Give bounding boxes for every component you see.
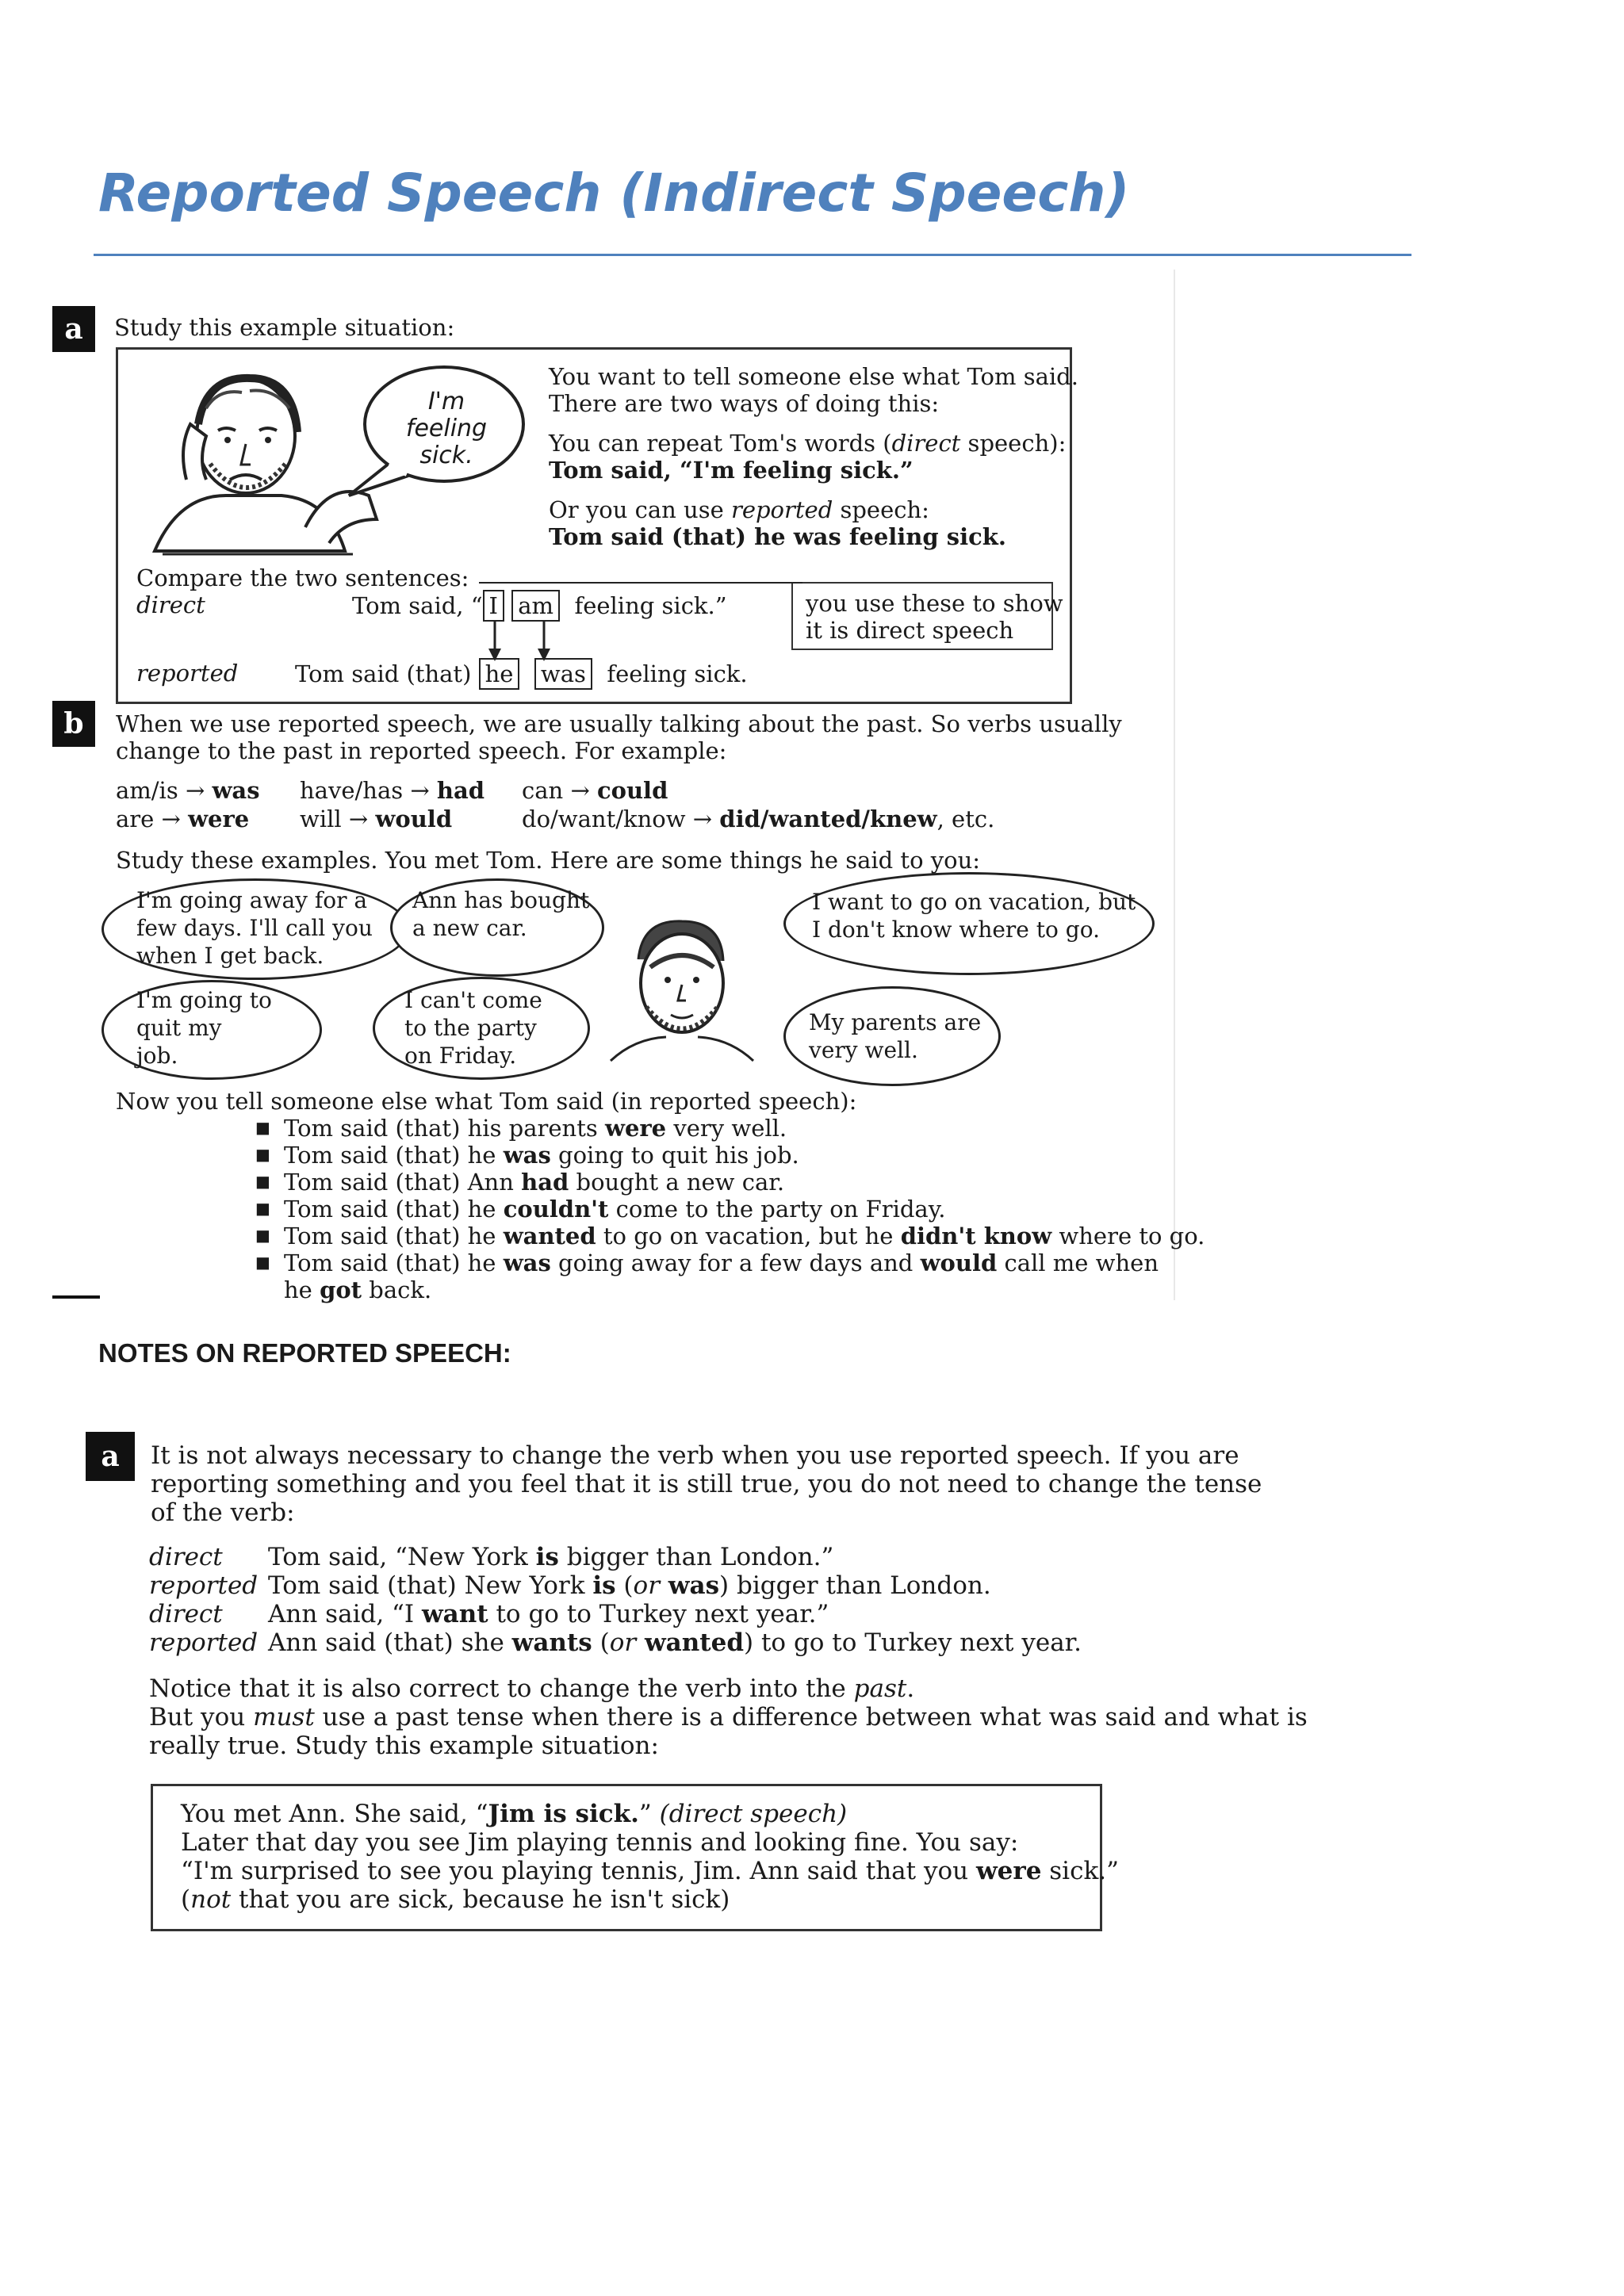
bubble-parents-text: My parents are very well.: [809, 1009, 982, 1063]
example-going-away-continued: he got back.: [284, 1276, 432, 1303]
notes-row-3-label: direct: [149, 1600, 223, 1628]
notes-para-line-3: of the verb:: [151, 1498, 295, 1527]
notes-row-4-sentence: Ann said (that) she wants (or wanted) to go to Turkey next year.: [268, 1628, 1082, 1657]
notes-a-badge: a: [86, 1432, 135, 1481]
verb-change-are: are → were: [116, 806, 250, 832]
explanation-line-2: There are two ways of doing this:: [549, 390, 940, 417]
tom-portrait-illustration: [603, 912, 761, 1062]
example-going-away: ■ Tom said (that) he was going away for a few days and would call me when: [255, 1249, 1159, 1276]
example-ann-car: ■ Tom said (that) Ann had bought a new car.: [255, 1169, 784, 1196]
notes-notice-line: Notice that it is also correct to change the verb into the past.: [149, 1674, 915, 1703]
scan-edge: [1174, 270, 1175, 1300]
study-line: Study these examples. You met Tom. Here are some things he said to you:: [116, 847, 981, 874]
bubble-party-text: I can't come to the party on Friday.: [404, 987, 542, 1069]
section-b-badge: b: [52, 701, 95, 747]
verb-change-will: will → would: [300, 806, 453, 832]
notes-row-3-sentence: Ann said, “I want to go to Turkey next year.”: [268, 1600, 829, 1628]
notes-study-line: really true. Study this example situation:: [149, 1732, 659, 1760]
page-title: Reported Speech (Indirect Speech): [98, 163, 1130, 224]
notes-row-4-label: reported: [149, 1628, 259, 1657]
example-quit-job: ■ Tom said (that) he was going to quit his job.: [255, 1142, 799, 1169]
explanation-line-4: Or you can use reported speech:: [549, 496, 929, 523]
section-a-badge: a: [52, 306, 95, 352]
reported-label: reported: [136, 660, 239, 687]
notes-row-2-sentence: Tom said (that) New York is (or was) bigger than London.: [268, 1571, 991, 1600]
example-parents: ■ Tom said (that) his parents were very well.: [255, 1115, 787, 1142]
box-line-4: (not that you are sick, because he isn't sick): [181, 1885, 730, 1914]
example-vacation: ■ Tom said (that) he wanted to go on vacation, but he didn't know where to go.: [255, 1223, 1205, 1249]
box-was: was: [534, 658, 592, 690]
explanation-reported-example: Tom said (that) he was feeling sick.: [549, 523, 1006, 550]
note-connector-line: [479, 582, 802, 584]
verb-change-do-want-know: do/want/know → did/wanted/knew, etc.: [522, 806, 995, 832]
explanation-line-3: You can repeat Tom's words (direct speech):: [549, 430, 1067, 457]
speech-bubble-text: I'm feeling sick.: [405, 388, 488, 469]
example-party: ■ Tom said (that) he couldn't come to the party on Friday.: [255, 1196, 945, 1223]
notes-para-line-1: It is not always necessary to change the verb when you use reported speech. If you are: [151, 1441, 1239, 1470]
section-end-mark: [52, 1295, 100, 1299]
explanation-line-1: You want to tell someone else what Tom said.: [549, 363, 1078, 390]
box-line-1: You met Ann. She said, “Jim is sick.” (direct speech): [181, 1800, 848, 1828]
direct-sentence: Tom said, “ I am feeling sick.”: [352, 590, 727, 622]
verb-change-am-is: am/is → was: [116, 777, 260, 804]
notes-para-line-2: reporting something and you feel that it is still true, you do not need to change the tense: [151, 1470, 1262, 1498]
verb-change-can: can → could: [522, 777, 668, 804]
notes-but-line: But you must use a past tense when there is a difference between what was said and what is: [149, 1703, 1308, 1732]
direct-label: direct: [136, 591, 205, 618]
title-divider: [94, 254, 1411, 256]
notes-row-1-sentence: Tom said, “New York is bigger than London.”: [268, 1543, 834, 1571]
notes-row-2-label: reported: [149, 1571, 259, 1600]
box-line-3: “I'm surprised to see you playing tennis, Jim. Ann said that you were sick.”: [181, 1857, 1119, 1885]
compare-label: Compare the two sentences:: [136, 564, 469, 591]
box-i: I: [483, 590, 504, 622]
now-line: Now you tell someone else what Tom said (in reported speech):: [116, 1088, 857, 1115]
bubble-quit-job-text: I'm going to quit my job.: [136, 987, 272, 1069]
note-line-2: it is direct speech: [806, 617, 1014, 644]
notes-heading: NOTES ON REPORTED SPEECH:: [98, 1338, 511, 1368]
box-am: am: [511, 590, 560, 622]
bubble-vacation-text: I want to go on vacation, but I don't know where to go.: [812, 889, 1136, 943]
section-b-intro-1: When we use reported speech, we are usually talking about the past. So verbs usually: [116, 710, 1122, 737]
section-a-intro: Study this example situation:: [114, 314, 455, 341]
section-b-intro-2: change to the past in reported speech. For example:: [116, 737, 727, 764]
note-line-1: you use these to show: [806, 590, 1063, 617]
bubble-ann-car-text: Ann has bought a new car.: [412, 887, 590, 941]
reported-sentence: Tom said (that) he was feeling sick.: [295, 658, 748, 690]
box-line-2: Later that day you see Jim playing tennis and looking fine. You say:: [181, 1828, 1019, 1857]
bubble-going-away-text: I'm going away for a few days. I'll call you when I get back.: [136, 887, 373, 969]
box-he: he: [479, 658, 520, 690]
verb-change-have-has: have/has → had: [300, 777, 485, 804]
explanation-direct-example: Tom said, “I'm feeling sick.”: [549, 457, 914, 484]
notes-row-1-label: direct: [149, 1543, 223, 1571]
